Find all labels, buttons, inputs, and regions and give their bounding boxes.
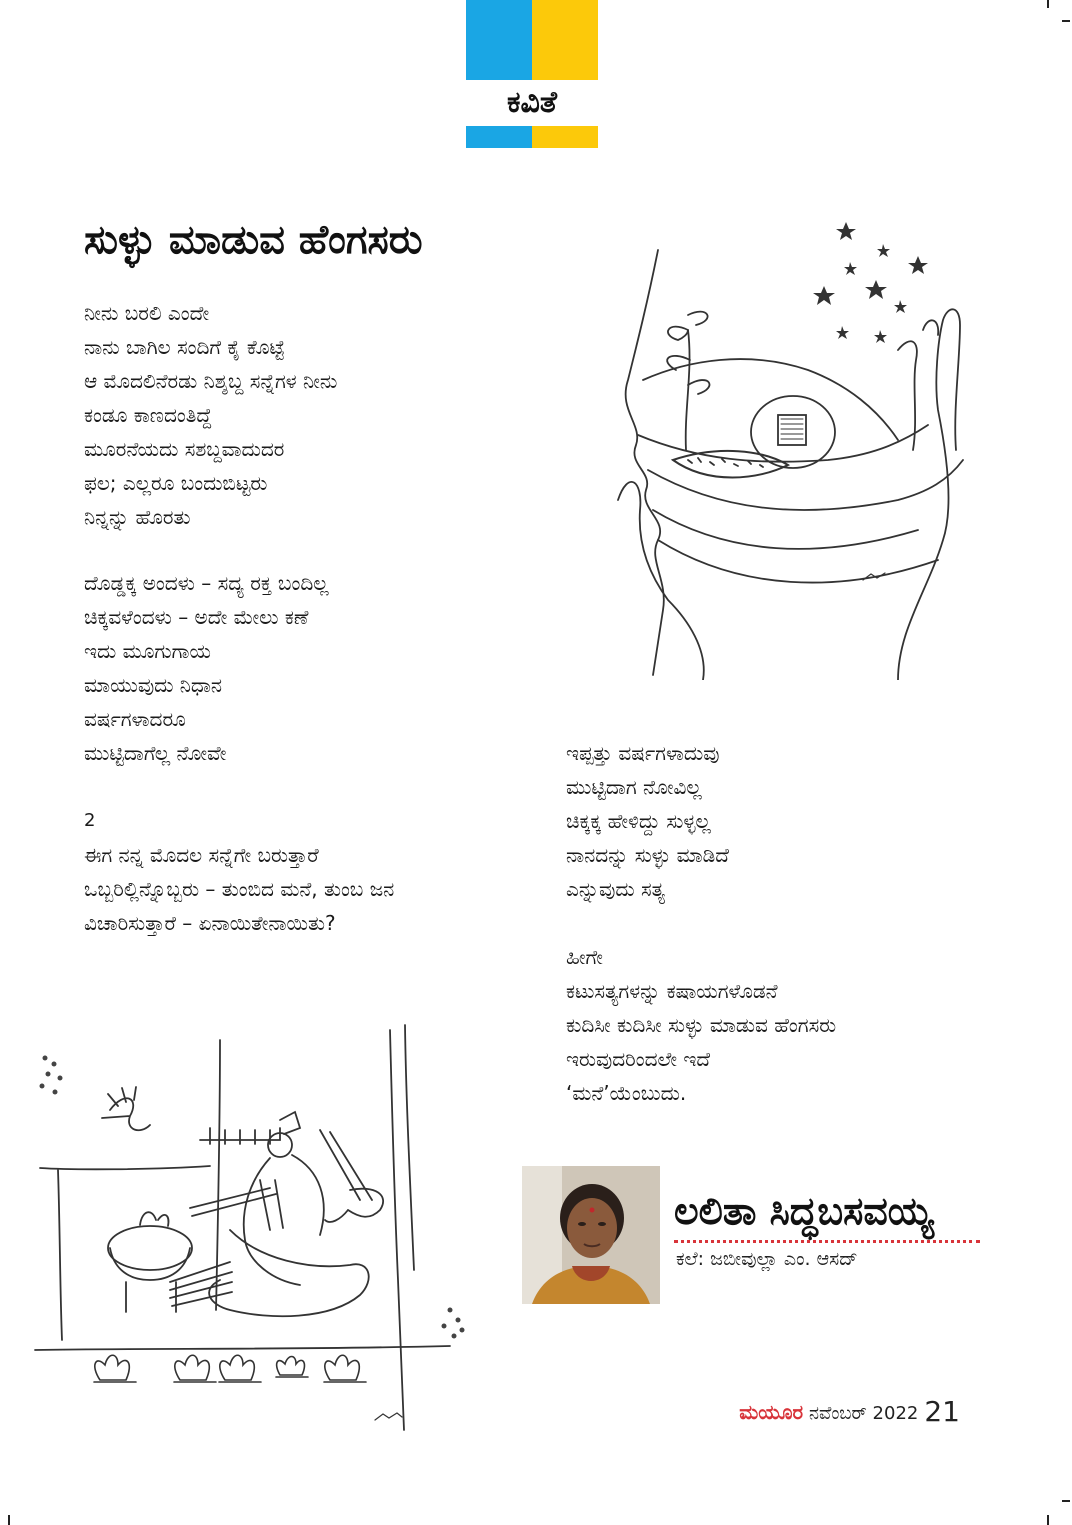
poem-line: ದೊಡ್ಡಕ್ಕ ಅಂದಳು – ಸದ್ಯ ರಕ್ತ ಬಂದಿಲ್ಲ [84, 571, 329, 595]
section-tag-blue-bar [466, 126, 532, 148]
poem-line: ಮುಟ್ಟಿದಾಗ ನೋವಿಲ್ಲ [566, 775, 702, 799]
stanza-5 [566, 940, 836, 1110]
poem-line: ಚಿಕ್ಕವಳೆಂದಳು – ಅದೇ ಮೇಲು ಕಣೆ [84, 605, 309, 629]
section-tag-blue-block [466, 0, 532, 80]
stanza-4 [566, 736, 729, 906]
stanza-1 [84, 296, 337, 534]
crop-mark [1062, 20, 1070, 22]
crop-mark [1047, 0, 1049, 8]
poem-line: ಇದು ಮೂಗುಗಾಯ [84, 639, 211, 663]
poem-line: ಇರುವುದರಿಂದಲೇ ಇದೆ [566, 1047, 711, 1071]
issue-date: ನವೆಂಬರ್ 2022 [809, 1403, 919, 1424]
poem-line: ಹೀಗೇ [566, 945, 603, 969]
crop-mark [8, 1515, 10, 1525]
poem-line: ನಾನದನ್ನು ಸುಳ್ಳು ಮಾಡಿದೆ [566, 843, 729, 867]
author-portrait-icon [522, 1166, 660, 1304]
art-credit: ಕಲೆ: ಜಬೀವುಲ್ಲಾ ಎಂ. ಆಸದ್ [676, 1248, 858, 1270]
stanza-3 [84, 838, 394, 940]
poem-line: ಮೂರನೆಯದು ಸಶಬ್ದವಾದುದರ [84, 437, 285, 461]
poem-line: ಚಿಕ್ಕಕ್ಕ ಹೇಳಿದ್ದು ಸುಳ್ಳಲ್ಲ [566, 809, 711, 833]
poem-line: ನಿನ್ನನ್ನು ಹೊರತು [84, 505, 191, 529]
poem-line: ಇಪ್ಪತ್ತು ವರ್ಷಗಳಾದುವು [566, 741, 720, 765]
section-tag-yellow-bar [532, 126, 598, 148]
crop-mark [1047, 1515, 1049, 1525]
poem-line: ಕಂಡೂ ಕಾಣದಂತಿದ್ದೆ [84, 403, 212, 427]
author-photo [522, 1166, 660, 1304]
section-tag [466, 0, 598, 150]
face-eye-sketch-icon [598, 210, 978, 680]
poem-line: ‘ಮನೆ’ಯೆಂಬುದು. [566, 1081, 687, 1105]
poem-line: ನಾನು ಬಾಗಿಲ ಸಂದಿಗೆ ಕೈ ಕೊಟ್ಟೆ [84, 335, 285, 359]
crop-mark [1062, 1500, 1070, 1502]
page-number: 21 [924, 1395, 960, 1428]
author-divider [674, 1240, 980, 1243]
page-footer [739, 1392, 960, 1432]
poem-line: ವರ್ಷಗಳಾದರೂ [84, 707, 186, 731]
poem-title: ಸುಳ್ಳು ಮಾಡುವ ಹೆಂಗಸರು [84, 217, 423, 263]
poem-line: ಮುಟ್ಟಿದಾಗೆಲ್ಲ ನೋವೇ [84, 741, 227, 765]
section-tag-yellow-block [532, 0, 598, 80]
stanza-2 [84, 566, 329, 770]
poem-line: ಆ ಮೊದಲಿನೆರಡು ನಿಶ್ಶಬ್ದ ಸನ್ನೆಗಳ ನೀನು [84, 369, 338, 393]
poem-line: ಒಬ್ಬರಿಲ್ಲಿನ್ನೊಬ್ಬರು – ತುಂಬಿದ ಮನೆ, ತುಂಬ ಜನ [84, 877, 395, 901]
poem-line: ಎನ್ನುವುದು ಸತ್ಯ [566, 877, 665, 901]
part-number: 2 [84, 810, 96, 831]
poem-line: ಕಟುಸತ್ಯಗಳನ್ನು ಕಷಾಯಗಳೊಡನೆ [566, 979, 778, 1003]
woman-cooking-sketch-icon [30, 1020, 470, 1440]
author-name: ಲಲಿತಾ ಸಿದ್ಧಬಸವಯ್ಯ [674, 1189, 934, 1233]
poem-line: ಕುದಿಸೀ ಕುದಿಸೀ ಸುಳ್ಳು ಮಾಡುವ ಹೆಂಗಸರು [566, 1013, 837, 1037]
poem-line: ಫಲ; ಎಲ್ಲರೂ ಬಂದುಬಿಟ್ಟರು [84, 471, 268, 495]
poem-line: ನೀನು ಬರಲಿ ಎಂದೇ [84, 301, 210, 325]
section-label: ಕವಿತೆ [507, 85, 557, 120]
magazine-brand: ಮಯೂರ [739, 1400, 804, 1424]
poem-line: ವಿಚಾರಿಸುತ್ತಾರೆ – ಏನಾಯಿತೇನಾಯಿತು? [84, 911, 336, 935]
poem-line: ಮಾಯುವುದು ನಿಧಾನ [84, 673, 223, 697]
poem-line: ಈಗ ನನ್ನ ಮೊದಲ ಸನ್ನೆಗೇ ಬರುತ್ತಾರೆ [84, 843, 319, 867]
